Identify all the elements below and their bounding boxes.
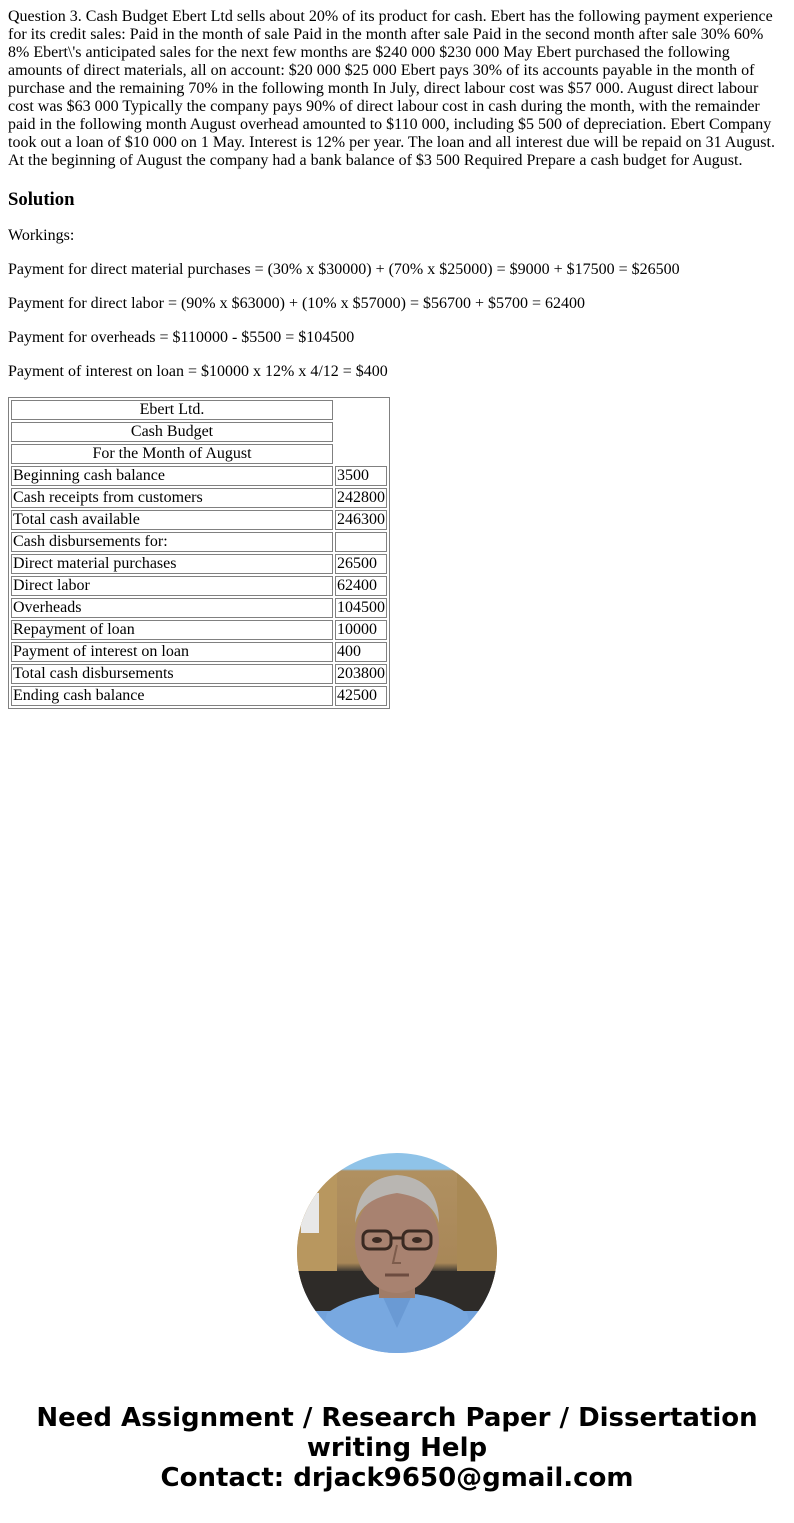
row-label: Overheads <box>11 598 333 618</box>
row-label: Ending cash balance <box>11 686 333 706</box>
table-row <box>11 598 387 618</box>
workings-label: Workings: <box>8 227 75 244</box>
row-value: 242800 <box>337 489 385 506</box>
row-value: 246300 <box>337 511 385 528</box>
row-label: Total cash disbursements <box>11 664 333 684</box>
table-title-period: For the Month of August <box>11 444 333 464</box>
row-label: Cash disbursements for: <box>11 532 333 552</box>
row-label: Total cash available <box>11 510 333 530</box>
table-row <box>11 554 387 574</box>
table-row <box>11 466 387 486</box>
promo-line-1: Need Assignment / Research Paper / Dissertation <box>36 1403 758 1433</box>
author-avatar <box>297 1153 497 1353</box>
table-row <box>11 664 387 684</box>
table-title-row <box>11 400 387 420</box>
table-title-report: Cash Budget <box>11 422 333 442</box>
row-value: 104500 <box>337 599 385 616</box>
row-value: 42500 <box>335 686 387 706</box>
working-direct-labor: Payment for direct labor = (90% x $63000) + (10% x $57000) = $56700 + $5700 = 62400 <box>8 295 586 312</box>
working-interest: Payment of interest on loan = $10000 x 12% x 4/12 = $400 <box>8 363 388 380</box>
solution-heading: Solution <box>8 189 75 210</box>
row-value: 203800 <box>337 665 385 682</box>
row-value: 3500 <box>335 466 387 486</box>
row-value: 26500 <box>335 554 387 574</box>
promo-line-2: writing Help <box>306 1433 488 1463</box>
cash-budget-table <box>8 397 390 709</box>
table-row <box>11 686 387 706</box>
row-label: Beginning cash balance <box>11 466 333 486</box>
table-title-row <box>11 444 387 464</box>
table-row <box>11 510 387 530</box>
table-row <box>11 642 387 662</box>
table-row <box>11 576 387 596</box>
working-overheads: Payment for overheads = $110000 - $5500 = $104500 <box>8 329 355 346</box>
row-label: Payment of interest on loan <box>11 642 333 662</box>
table-row <box>11 620 387 640</box>
working-direct-material: Payment for direct material purchases = (30% x $30000) + (70% x $25000) = $9000 + $17500 = $26500 <box>8 261 680 278</box>
row-label: Direct labor <box>11 576 333 596</box>
row-value: 62400 <box>335 576 387 596</box>
table-row <box>11 532 387 552</box>
row-label: Direct material purchases <box>11 554 333 574</box>
row-label: Repayment of loan <box>11 620 333 640</box>
question-text: Question 3. Cash Budget Ebert Ltd sells about 20% of its product for cash. Ebert has the following payment experience for its credit sales: Paid in the month of sale Paid in the month after sale Paid in the second month after sale 30% 60% 8% Ebert\'s anticipated sales for the next few months are $240 000 $230 000 May Ebert purchased the following amounts of direct materials, all on account: $20 000 $25 000 Ebert pays 30% of its accounts payable in the month of purchase and the remaining 70% in the following month In July, direct labour cost was $57 000. August direct labour cost was $63 000 Typically the company pays 90% of direct labour cost in cash during the month, with the remainder paid in the following month August overhead amounted to $110 000, including $5 500 of depreciation. Ebert Company took out a loan of $10 000 on 1 May. Interest is 12% per year. The loan and all interest due will be repaid on 31 August. At the beginning of August the company had a bank balance of $3 500 Required Prepare a cash budget for August. <box>8 8 775 169</box>
row-label: Cash receipts from customers <box>11 488 333 508</box>
table-title-row <box>11 422 387 442</box>
table-title-company: Ebert Ltd. <box>11 400 333 420</box>
row-value <box>335 532 387 552</box>
person-portrait-icon <box>297 1153 497 1353</box>
row-value: 400 <box>335 642 387 662</box>
row-value: 10000 <box>335 620 387 640</box>
document-content <box>0 0 794 709</box>
table-row <box>11 488 387 508</box>
promo-banner <box>0 1403 794 1493</box>
promo-contact: Contact: drjack9650@gmail.com <box>160 1463 634 1493</box>
